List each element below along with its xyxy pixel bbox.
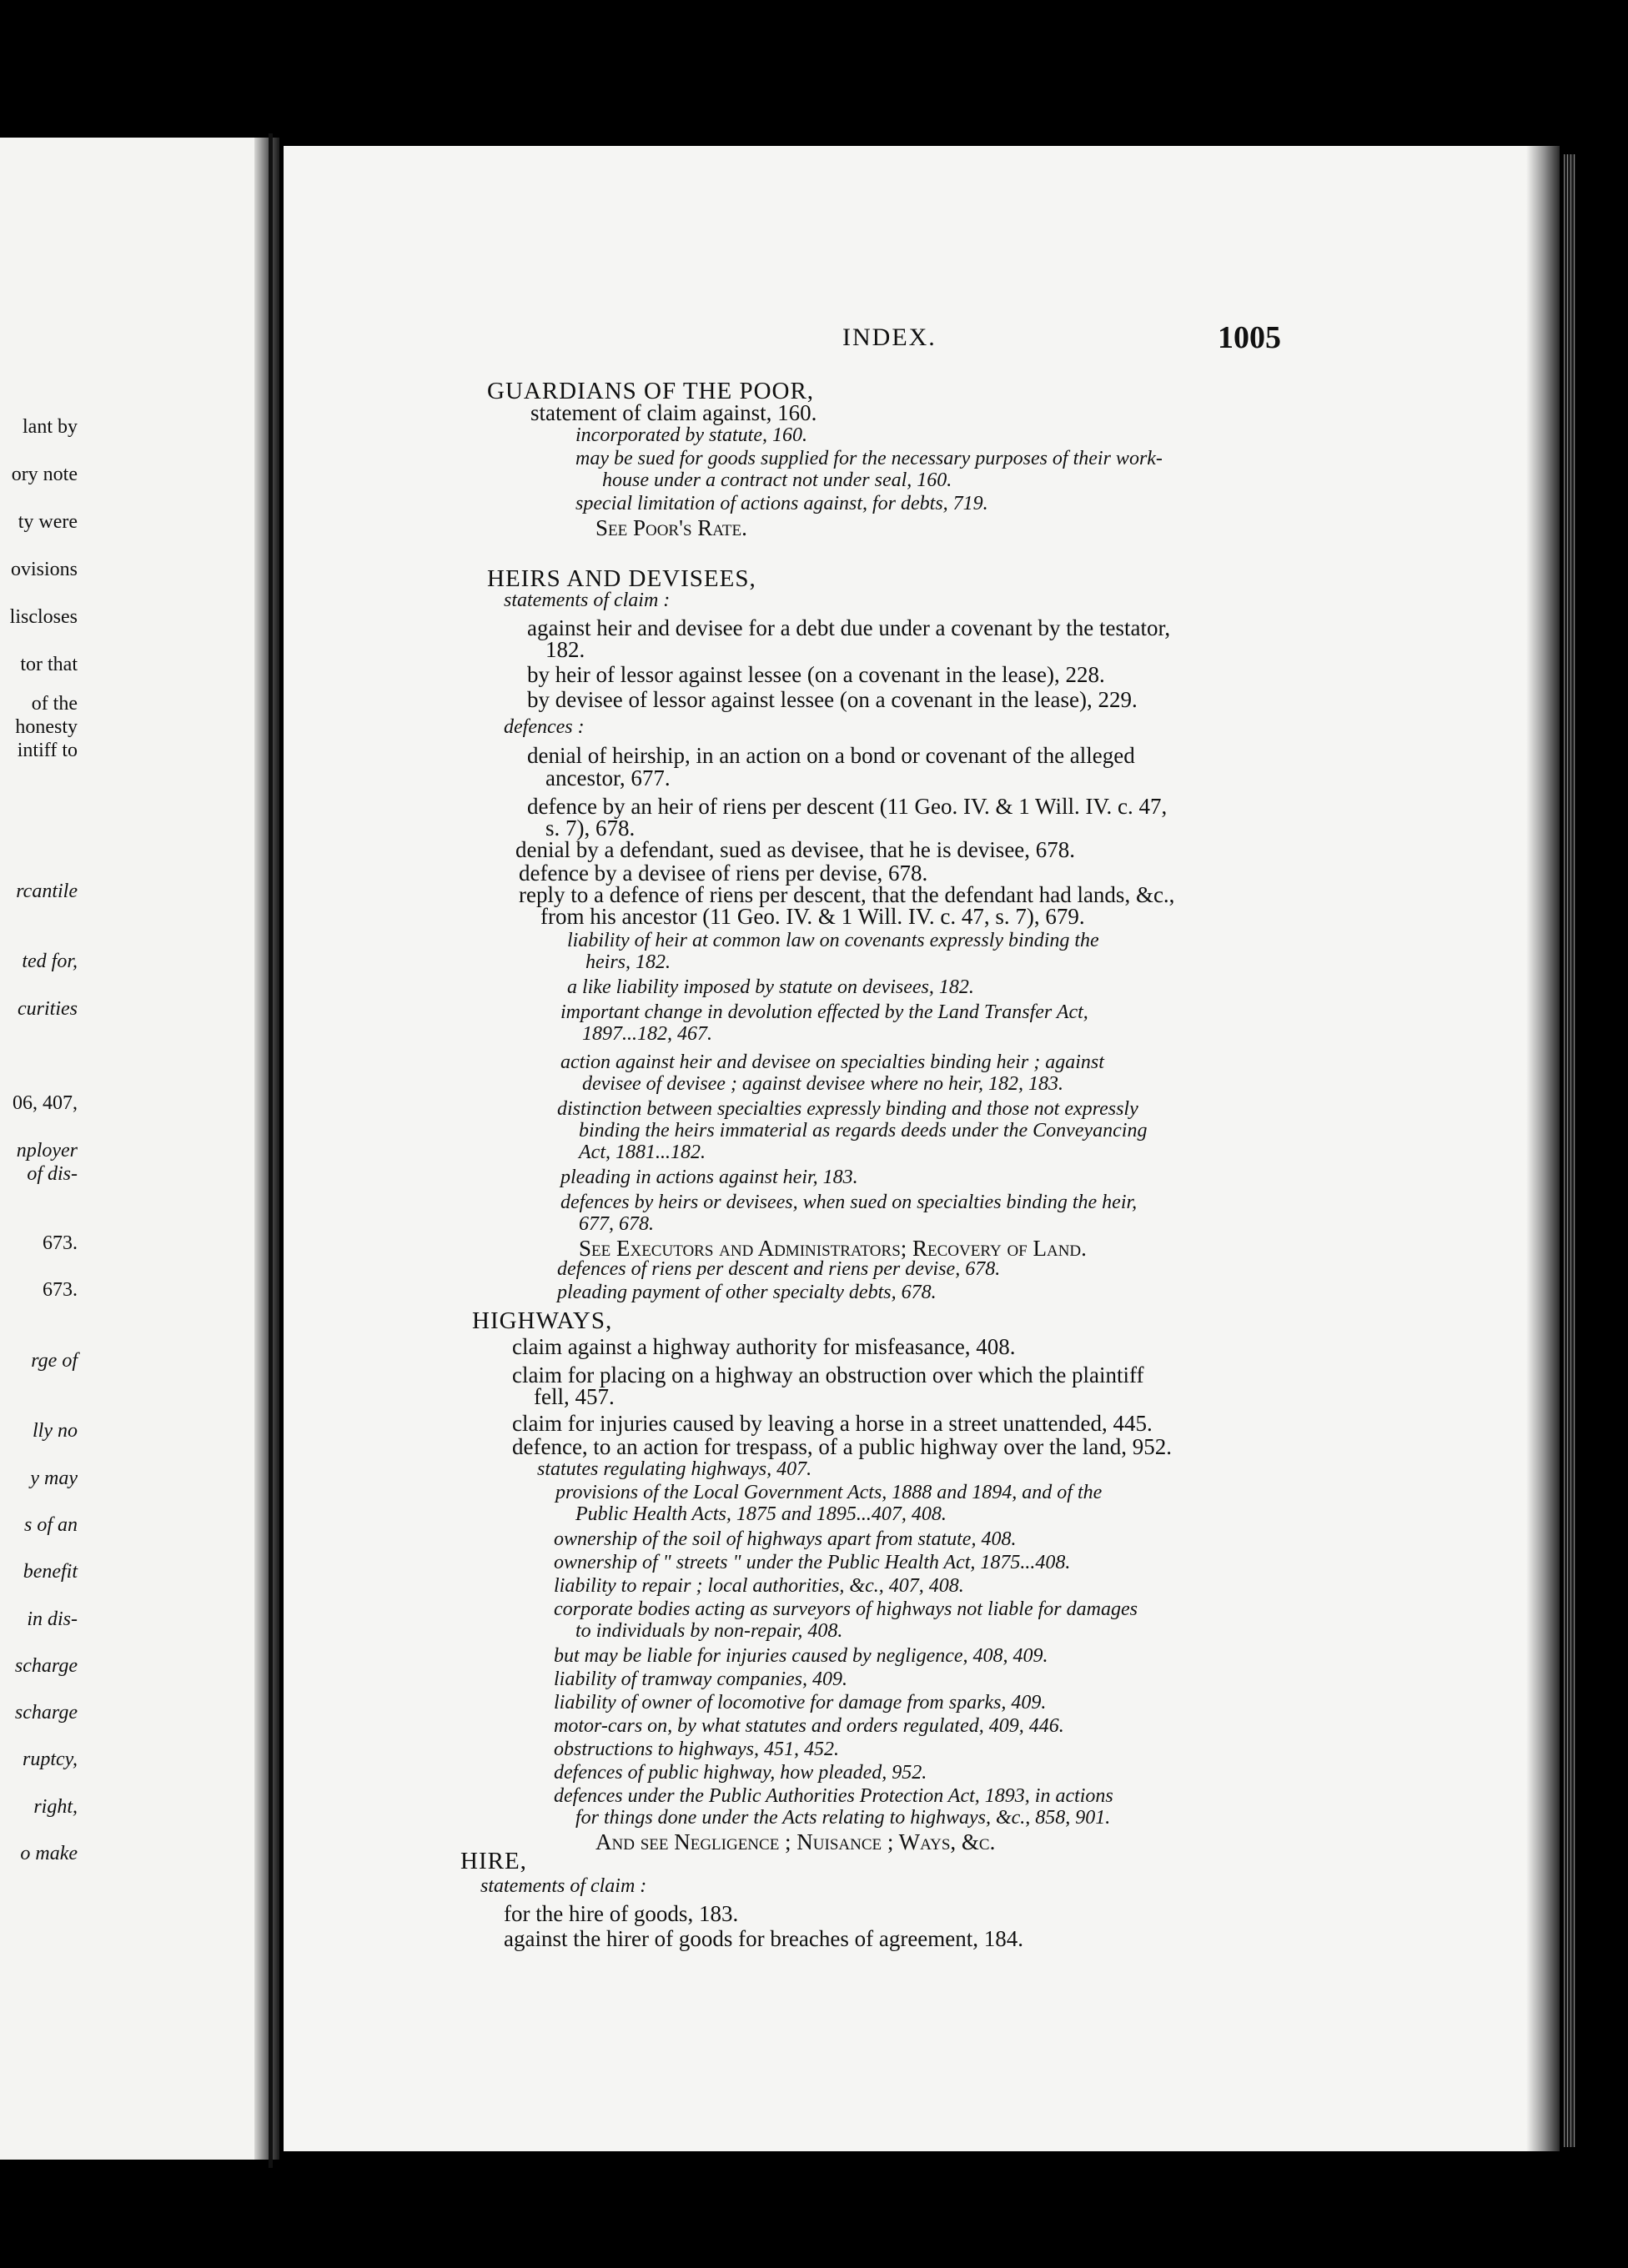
index-entry: from his ancestor (11 Geo. IV. & 1 Will. IV. c. 47, s. 7), 679. — [540, 904, 1085, 929]
left-page-fragment: o make — [20, 1843, 78, 1864]
index-entry: defences : — [504, 716, 585, 738]
index-heading: GUARDIANS OF THE POOR, — [487, 378, 815, 404]
index-entry: a like liability imposed by statute on devisees, 182. — [567, 976, 974, 998]
index-entry: liability of owner of locomotive for damage from sparks, 409. — [554, 1692, 1047, 1714]
index-entry: incorporated by statute, 160. — [575, 424, 807, 446]
index-entry: claim for injuries caused by leaving a horse in a street unattended, 445. — [512, 1411, 1153, 1436]
index-entry: And see Negligence ; Nuisance ; Ways, &c. — [595, 1829, 996, 1854]
left-page-fragment: benefit — [23, 1561, 78, 1583]
index-entry: defences by heirs or devisees, when sued on specialties binding the heir, — [560, 1192, 1138, 1213]
left-page-fragment: 673. — [43, 1279, 78, 1301]
index-entry: See Executors and Administrators; Recovery of Land. — [579, 1236, 1087, 1261]
index-entry: pleading in actions against heir, 183. — [560, 1167, 858, 1188]
index-entry: distinction between specialties expressly binding and those not expressly — [557, 1098, 1138, 1120]
index-entry: for the hire of goods, 183. — [504, 1901, 739, 1926]
index-entry: pleading payment of other specialty debts, 678. — [557, 1282, 937, 1303]
index-entry: defence by a devisee of riens per devise, 678. — [519, 861, 928, 886]
index-entry: devisee of devisee ; against devisee where no heir, 182, 183. — [582, 1073, 1063, 1095]
left-page-fragment: intiff to — [17, 740, 78, 761]
left-page-fragment: right, — [33, 1796, 78, 1818]
left-page-fragment: 06, 407, — [13, 1092, 78, 1114]
index-entry: for things done under the Acts relating to highways, &c., 858, 901. — [575, 1807, 1111, 1829]
index-entry: may be sued for goods supplied for the necessary purposes of their work- — [575, 448, 1163, 469]
index-entry: ancestor, 677. — [545, 765, 671, 790]
index-entry: reply to a defence of riens per descent, that the defendant had lands, &c., — [519, 882, 1175, 907]
left-page-fragment: curities — [18, 998, 78, 1020]
left-page-fragment: scharge — [14, 1655, 78, 1677]
left-page-fragment: ted for, — [22, 951, 78, 972]
page-edge-shadow — [1526, 146, 1560, 2151]
index-entry: defences of riens per descent and riens per devise, 678. — [557, 1258, 1001, 1280]
left-page-fragment: y may — [30, 1468, 78, 1489]
index-entry: obstructions to highways, 451, 452. — [554, 1739, 840, 1760]
index-entry: See Poor's Rate. — [595, 515, 747, 540]
left-page-fragment: s of an — [23, 1514, 78, 1536]
left-page-fragment: lant by — [23, 416, 78, 438]
index-entry: Public Health Acts, 1875 and 1895...407, 408. — [575, 1503, 947, 1525]
left-page-fragment: lly no — [33, 1420, 78, 1442]
index-entry: statements of claim : — [504, 590, 671, 611]
left-page-fragment: tor that — [20, 654, 78, 675]
index-entry: important change in devolution effected by the Land Transfer Act, — [560, 1001, 1088, 1023]
index-entry: defence by an heir of riens per descent (11 Geo. IV. & 1 Will. IV. c. 47, — [527, 794, 1168, 819]
index-entry: liability to repair ; local authorities, &c., 407, 408. — [554, 1575, 964, 1597]
index-entry: 1897...182, 467. — [582, 1023, 712, 1045]
index-entry: liability of heir at common law on covenants expressly binding the — [567, 930, 1099, 951]
left-page-fragment: in dis- — [27, 1608, 78, 1630]
index-entry: liability of tramway companies, 409. — [554, 1668, 847, 1690]
index-entry: ownership of " streets " under the Public Health Act, 1875...408. — [554, 1552, 1071, 1573]
left-page-fragment: rcantile — [16, 881, 78, 902]
index-entry: corporate bodies acting as surveyors of highways not liable for damages — [554, 1598, 1138, 1620]
left-page-fragment: 673. — [43, 1232, 78, 1254]
book-spine — [269, 133, 273, 2168]
page-stack-edge — [1564, 154, 1575, 2147]
index-entry: statement of claim against, 160. — [530, 400, 817, 425]
index-entry: binding the heirs immaterial as regards deeds under the Conveyancing — [579, 1120, 1148, 1142]
left-page-fragment: liscloses — [9, 606, 78, 628]
index-entry: heirs, 182. — [585, 951, 671, 973]
left-page-fragment: ovisions — [10, 559, 78, 580]
left-page-fragment: of dis- — [27, 1163, 78, 1185]
index-entry: denial by a defendant, sued as devisee, that he is devisee, 678. — [515, 837, 1076, 862]
index-heading: HEIRS AND DEVISEES, — [487, 565, 756, 592]
index-entry: statutes regulating highways, 407. — [537, 1458, 812, 1480]
page-number: 1005 — [1218, 320, 1281, 355]
gutter-shadow — [254, 138, 279, 2160]
index-entry: fell, 457. — [534, 1384, 615, 1409]
index-entry: denial of heirship, in an action on a bond or covenant of the alleged — [527, 743, 1135, 768]
index-entry: provisions of the Local Government Acts, 1888 and 1894, and of the — [555, 1482, 1103, 1503]
index-entry: motor-cars on, by what statutes and orders regulated, 409, 446. — [554, 1715, 1064, 1737]
index-entry: 182. — [545, 637, 585, 662]
index-entry: statements of claim : — [480, 1875, 647, 1897]
index-entry: by devisee of lessor against lessee (on a covenant in the lease), 229. — [527, 687, 1138, 712]
index-entry: s. 7), 678. — [545, 815, 636, 840]
index-entry: ownership of the soil of highways apart from statute, 408. — [554, 1528, 1017, 1550]
index-entry: claim against a highway authority for misfeasance, 408. — [512, 1334, 1016, 1359]
index-heading: HIGHWAYS, — [472, 1307, 613, 1334]
index-entry: special limitation of actions against, for debts, 719. — [575, 493, 988, 514]
index-heading: HIRE, — [460, 1848, 527, 1874]
left-page-fragment: ruptcy, — [23, 1749, 78, 1770]
left-page-fragment: honesty — [15, 716, 78, 738]
left-page-fragment: scharge — [14, 1702, 78, 1724]
index-entry: Act, 1881...182. — [579, 1142, 706, 1163]
left-page-fragment: ty were — [18, 511, 78, 533]
index-entry: against heir and devisee for a debt due under a covenant by the testator, — [527, 615, 1171, 640]
index-entry: but may be liable for injuries caused by negligence, 408, 409. — [554, 1645, 1048, 1667]
left-page-fragment: of the — [31, 693, 78, 715]
index-entry: action against heir and devisee on specialties binding heir ; against — [560, 1051, 1104, 1073]
left-page-fragment: nployer — [16, 1140, 78, 1162]
index-entry: against the hirer of goods for breaches of agreement, 184. — [504, 1926, 1024, 1951]
index-entry: defences under the Public Authorities Protection Act, 1893, in actions — [554, 1785, 1113, 1807]
index-entry: 677, 678. — [579, 1213, 654, 1235]
index-entry: defences of public highway, how pleaded, 952. — [554, 1762, 927, 1784]
left-page-fragment: rge of — [31, 1350, 78, 1372]
index-entry: house under a contract not under seal, 160. — [602, 469, 952, 491]
index-entry: to individuals by non-repair, 408. — [575, 1620, 843, 1642]
running-title: INDEX. — [842, 324, 937, 351]
index-entry: claim for placing on a highway an obstruction over which the plaintiff — [512, 1362, 1144, 1387]
index-entry: by heir of lessor against lessee (on a covenant in the lease), 228. — [527, 662, 1105, 687]
left-page-fragment: ory note — [11, 464, 78, 485]
index-entry: defence, to an action for trespass, of a public highway over the land, 952. — [512, 1434, 1172, 1459]
